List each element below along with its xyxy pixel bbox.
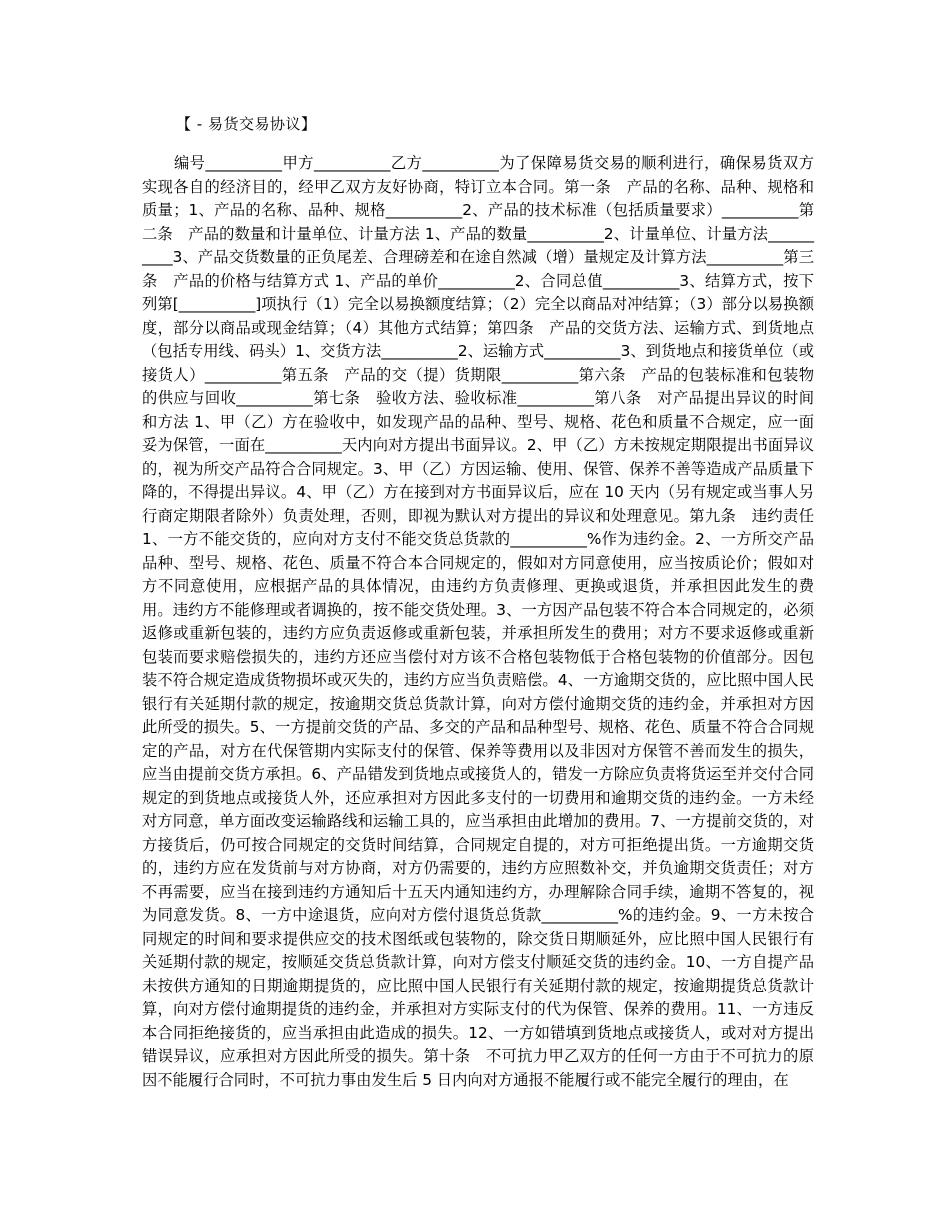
document-title: 【 - 易货交易协议】: [176, 115, 317, 133]
document-body: 编号__________甲方__________乙方__________为了保障易货交易的顺利进行，确保易货双方实现各自的经济目的，经甲乙双方友好协商，特订立本合同。第一条 产品的名称、品种、规格和质量；1、产品的名称、品种、规格__________2、产品的技术标准（包括质量要求）__________第二条 产品的数量和计量单位、计量方法 1、产品的数量__________2、计量单位、计量方法__________3、产品交货数量的正负尾差、合理磅差和在途自然减（增）量规定及计算方法__________第三条 产品的价格与结算方式 1、产品的单价__________2、合同总值__________3、结算方式，按下列第[__________]项执行（1）完全以易换额度结算；（2）完全以商品对冲结算；（3）部分以易换额度，部分以商品或现金结算；（4）其他方式结算；第四条 产品的交货方法、运输方式、到货地点（包括专用线、码头）1、交货方法__________2、运输方式__________3、到货地点和接货单位（或接货人）__________第五条 产品的交（提）货期限__________第六条 产品的包装标准和包装物的供应与回收__________第七条 验收方法、验收标准__________第八条 对产品提出异议的时间和方法 1、甲（乙）方在验收中，如发现产品的品种、型号、规格、花色和质量不合规定，应一面妥为保管，一面在__________天内向对方提出书面异议。2、甲（乙）方未按规定期限提出书面异议的，视为所交产品符合合同规定。3、甲（乙）方因运输、使用、保管、保养不善等造成产品质量下降的，不得提出异议。4、甲（乙）方在接到对方书面异议后，应在 10 天内（另有规定或当事人另行商定期限者除外）负责处理，否则，即视为默认对方提出的异议和处理意见。第九条 违约责任 1、一方不能交货的，应向对方支付不能交货总货款的__________%作为违约金。2、一方所交产品品种、型号、规格、花色、质量不符合本合同规定的，假如对方同意使用，应当按质论价；假如对方不同意使用，应根据产品的具体情况，由违约方负责修理、更换或退货，并承担因此发生的费用。违约方不能修理或者调换的，按不能交货处理。3、一方因产品包装不符合本合同规定的，必须返修或重新包装的，违约方应负责返修或重新包装，并承担所发生的费用；对方不要求返修或重新包装而要求赔偿损失的，违约方还应当偿付对方该不合格包装物低于合格包装物的价值部分。因包装不符合规定造成货物损坏或灭失的，违约方应当负责赔偿。4、一方逾期交货的，应比照中国人民银行有关延期付款的规定，按逾期交货总货款计算，向对方偿付逾期交货的违约金，并承担对方因此所受的损失。5、一方提前交货的产品、多交的产品和品种型号、规格、花色、质量不符合合同规定的产品，对方在代保管期内实际支付的保管、保养等费用以及非因对方保管不善而发生的损失，应当由提前交货方承担。6、产品错发到货地点或接货人的，错发一方除应负责将货运至并交付合同规定的到货地点或接货人外，还应承担对方因此多支付的一切费用和逾期交货的违约金。一方未经对方同意，单方面改变运输路线和运输工具的，应当承担由此增加的费用。7、一方提前交货的，对方接货后，仍可按合同规定的交货时间结算，合同规定自提的，对方可拒绝提出货。一方逾期交货的，违约方应在发货前与对方协商，对方仍需要的，违约方应照数补交，并负逾期交货责任；对方不再需要，应当在接到违约方通知后十五天内通知违约方，办理解除合同手续，逾期不答复的，视为同意发货。8、一方中途退货，应向对方偿付退货总货款__________%的违约金。9、一方未按合同规定的时间和要求提供应交的技术图纸或包装物的，除交货日期顺延外，应比照中国人民银行有关延期付款的规定，按顺延交货总货款计算，向对方偿支付顺延交货的违约金。10、一方自提产品未按供方通知的日期逾期提货的，应比照中国人民银行有关延期付款的规定，按逾期提货总货款计算，向对方偿付逾期提货的违约金，并承担对方实际支付的代为保管、保养的费用。11、一方违反本合同拒绝接货的，应当承担由此造成的损失。12、一方如错填到货地点或接货人，或对对方提出错误异议，应承担对方因此所受的损失。第十条 不可抗力甲乙双方的任何一方由于不可抗力的原因不能履行合同时，不可抗力事由发生后 5 日内向对方通报不能履行或不能完全履行的理由，在: [142, 154, 814, 1089]
